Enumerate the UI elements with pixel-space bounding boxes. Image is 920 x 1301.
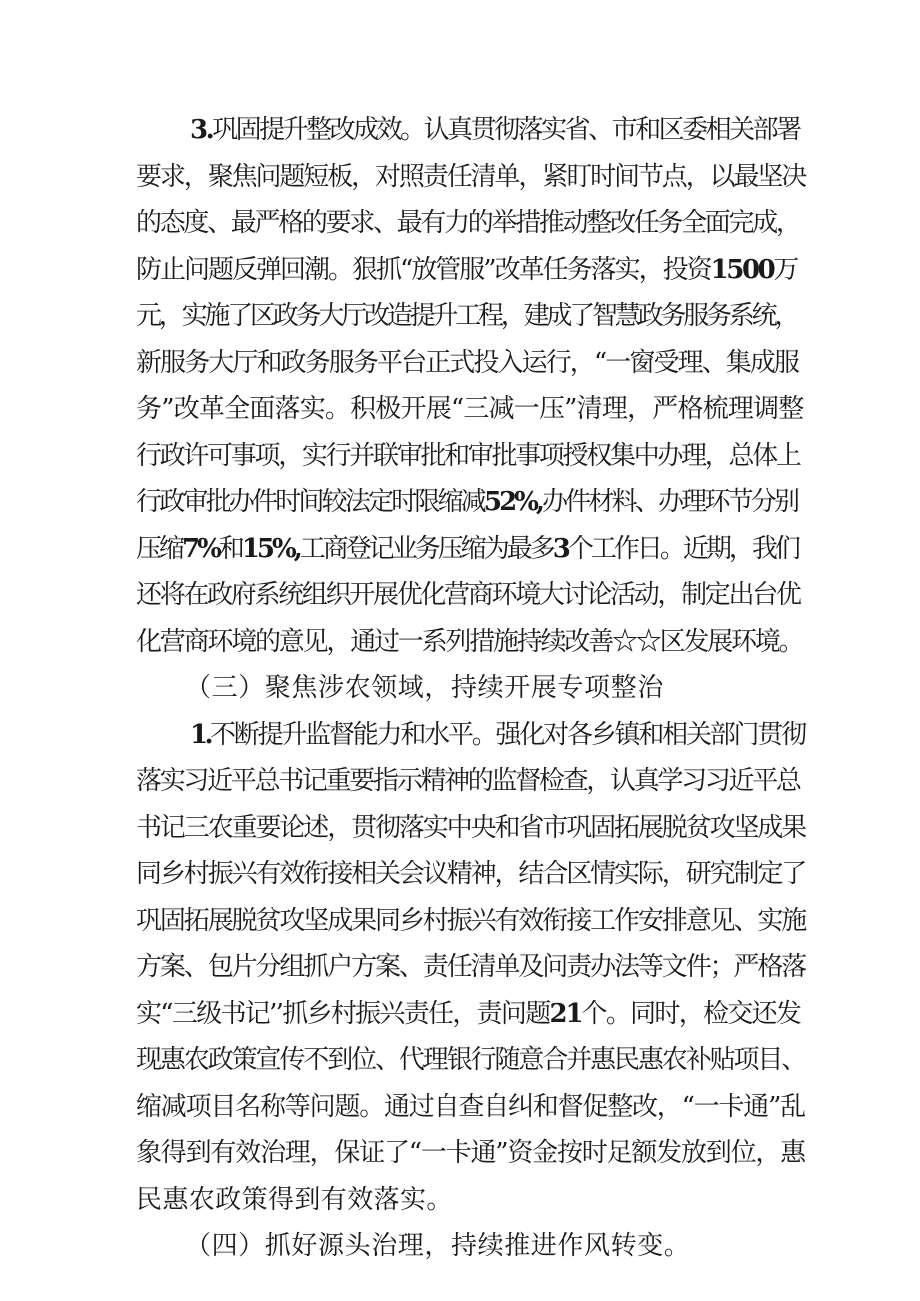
text-run: 要求，聚焦问题短板，对照责任清单，紧盯时间节点，以最坚决 (136, 162, 806, 192)
paragraph-line (136, 1040, 804, 1080)
text-run: 巩固拓展脱贫攻坚成果同乡村振兴有效衔接工作安排意见、实施 (136, 906, 806, 936)
section-heading (185, 668, 685, 708)
percent-value: 15%, (241, 534, 300, 564)
paragraph-line (136, 1180, 804, 1220)
text-run: 象得到有效治理，保证了“一卡通”资金按时足额发放到位，惠 (136, 1138, 805, 1168)
paragraph-line (136, 343, 804, 383)
text-run: 万 (773, 255, 797, 285)
text-run: 行政许可事项，实行并联审批和审批事项授权集中办理，总体上 (136, 441, 800, 471)
paragraph-line (136, 575, 804, 615)
text-run: 还将在政府系统组织开展优化营商环境大讨论活动，制定出台优 (136, 580, 800, 610)
paragraph-line (136, 854, 804, 894)
text-run: 的态度、最严格的要求、最有力的举措推动整改任务全面完成， (136, 208, 800, 238)
text-run: 压缩 (136, 534, 183, 564)
paragraph-line (136, 947, 804, 987)
text-run: 和 (218, 534, 242, 564)
text-run: 不断提升监督能力和水平。强化对各乡镇和相关部门贯彻 (209, 720, 805, 750)
percent-value: 7% (182, 534, 219, 564)
text-run: 书记三农重要论述，贯彻落实中央和省市巩固拓展脱贫攻坚成果 (136, 813, 806, 843)
paragraph-line (136, 622, 804, 662)
text-run: 元，实施了区政务大厅改造提升工程，建成了智慧政务服务系统， (136, 301, 798, 331)
text-run: 工商登记业务压缩为最多 (299, 534, 553, 564)
text-run: 防止问题反弹回潮。狠抓“放管服”改革任务落实，投资 (136, 255, 711, 285)
percent-value: 52%, (484, 487, 542, 517)
paragraph-line (136, 482, 804, 522)
text-run: 行政审批办件时间较法定时限缩减 (136, 487, 485, 517)
text-run: 缩减项目名称等问题。通过自查自纠和督促整改，“一卡通”乱 (136, 1092, 805, 1122)
paragraph-line (136, 529, 804, 569)
text-run: 化营商环境的意见，通过一系列措施持续改善☆☆区发展环境。 (136, 627, 803, 657)
text-run: 个。同时，检交还发 (581, 999, 801, 1029)
paragraph-line (136, 436, 804, 476)
item-number: 1. (190, 720, 210, 750)
paragraph-line (136, 250, 804, 290)
count-value: 3 (552, 534, 568, 564)
paragraph-line (136, 808, 804, 848)
text-run: 实“三级书记’’抓乡村振兴责任，责问题 (136, 999, 550, 1029)
section-heading (185, 1226, 745, 1266)
text-run: 现惠农政策宣传不到位、代理银行随意合并惠民惠农补贴项目、 (136, 1045, 806, 1075)
count-value: 21 (549, 999, 582, 1029)
text-run: 方案、包片分组抓户方案、责任清单及问责办法等文件；严格落 (136, 952, 806, 982)
amount-value: 1500 (710, 255, 774, 285)
paragraph-line (136, 296, 804, 336)
paragraph-line (136, 203, 804, 243)
paragraph-line (190, 715, 804, 755)
paragraph-line (136, 1087, 804, 1127)
paragraph-line (136, 389, 804, 429)
heading-text: （三）聚焦涉农领域，持续开展专项整治 (185, 673, 664, 703)
text-run: 办件材料、办理环节分别 (541, 487, 798, 517)
paragraph-line (136, 1133, 804, 1173)
paragraph-line (136, 994, 804, 1034)
paragraph-line (136, 157, 804, 197)
text-run: 民惠农政策得到有效落实。 (136, 1185, 453, 1215)
paragraph-line (136, 901, 804, 941)
text-run: 个工作日。近期，我们 (567, 534, 798, 564)
paragraph-line (136, 761, 804, 801)
text-run: 同乡村振兴有效衔接相关会议精神，结合区情实际，研究制定了 (136, 859, 806, 889)
paragraph-line (0, 110, 804, 150)
item-number: 3. (190, 115, 213, 145)
text-run: 巩固提升整改成效。认真贯彻落实省、市和区委相关部署 (212, 115, 800, 145)
text-run: 新服务大厅和政务服务平台正式投入运行，“一窗受理、集成服 (136, 348, 799, 378)
heading-text: （四）抓好源头治理，持续推进作风转变。 (185, 1231, 691, 1261)
text-run: 务”改革全面落实。积极开展“三减一压”清理，严格梳理调整 (136, 394, 804, 424)
text-run: 落实习近平总书记重要指示精神的监督检查，认真学习习近平总 (136, 766, 800, 796)
